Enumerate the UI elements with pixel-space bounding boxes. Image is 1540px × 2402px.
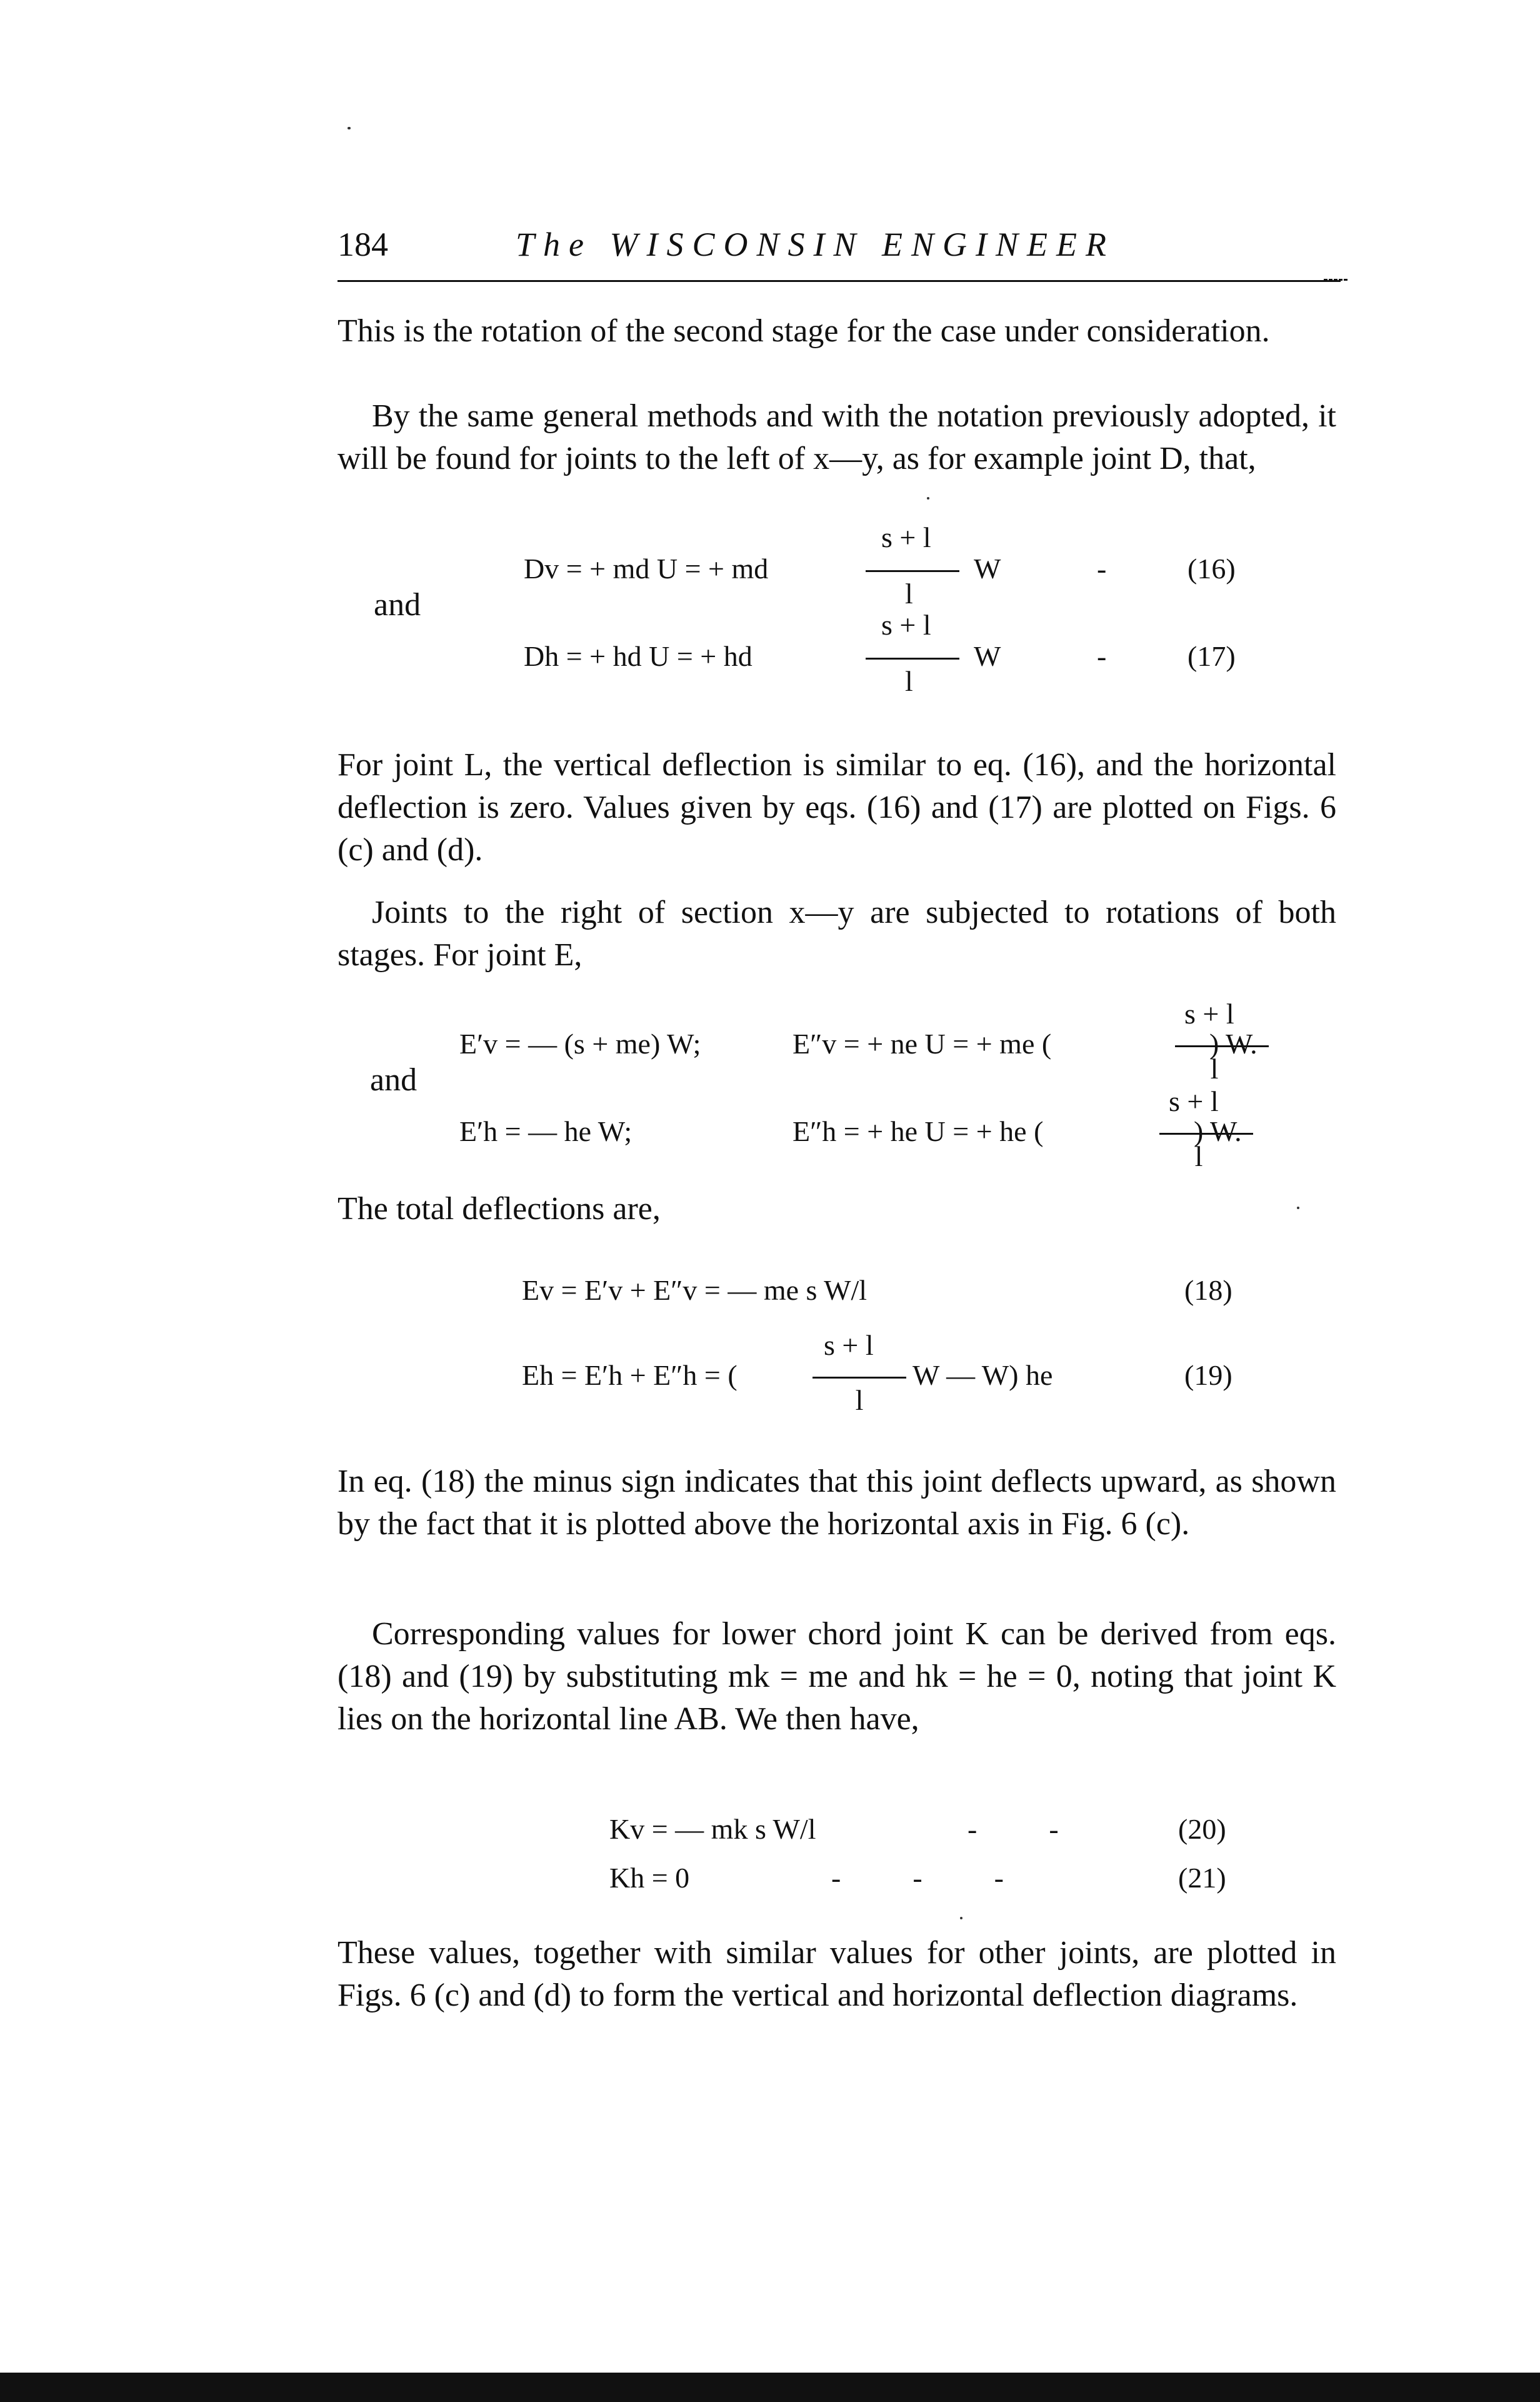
eqE1-rhs: ) W. bbox=[1209, 1028, 1258, 1060]
eq16-numerator: s + l bbox=[881, 521, 931, 553]
eq17-fraction-bar bbox=[866, 658, 959, 660]
scan-bottom-edge bbox=[0, 2373, 1540, 2402]
eq21-label: (21) bbox=[1178, 1862, 1226, 1894]
eq16-rhs: W bbox=[974, 553, 1001, 585]
and-word-2: and bbox=[370, 1062, 418, 1098]
eq20-label: (20) bbox=[1178, 1813, 1226, 1845]
eq17-lhs: Dh = + hd U = + hd bbox=[524, 640, 752, 672]
eq17-rhs: W bbox=[974, 640, 1001, 672]
eq18-expression: Ev = E′v + E″v = — me s W/l bbox=[522, 1274, 868, 1306]
eq16-fraction-bar bbox=[866, 570, 959, 572]
eq18-label: (18) bbox=[1184, 1274, 1232, 1306]
eq17-denominator: l bbox=[905, 665, 913, 697]
print-speck bbox=[348, 127, 351, 129]
eqE1-left: E′v = — (s + me) W; bbox=[459, 1028, 701, 1060]
eq17-dash: - bbox=[1097, 640, 1107, 672]
eq19-rhs: W — W) he bbox=[912, 1359, 1053, 1391]
eq20-dashes: - - bbox=[968, 1813, 1059, 1845]
eq17-numerator: s + l bbox=[881, 609, 931, 641]
eqE2-left: E′h = — he W; bbox=[459, 1115, 632, 1147]
eq20-expression: Kv = — mk s W/l bbox=[609, 1813, 816, 1845]
and-word-1: and bbox=[374, 587, 421, 623]
eqE2-numerator: s + l bbox=[1169, 1085, 1219, 1117]
print-speck bbox=[960, 1917, 962, 1919]
eqE2-middle: E″h = + he U = + he ( bbox=[792, 1115, 1044, 1147]
eqE2-rhs: ) W. bbox=[1194, 1115, 1242, 1147]
eqE1-denominator: l bbox=[1210, 1053, 1219, 1085]
eqE1-middle: E″v = + ne U = + me ( bbox=[792, 1028, 1052, 1060]
paragraph-7: Corresponding values for lower chord joint K can be derived from eqs. (18) and (19) by substituting mk = me and hk = he = 0, noting that joint K lies on the horizontal line AB. We then have, bbox=[338, 1616, 1336, 1737]
eq19-fraction-bar bbox=[812, 1377, 906, 1379]
eqE1-numerator: s + l bbox=[1184, 998, 1234, 1030]
paragraph-6: In eq. (18) the minus sign indicates that this joint deflects upward, as shown by the fact that it is plotted above the horizontal axis in Fig. 6 (c). bbox=[338, 1464, 1336, 1542]
paragraph-2: By the same general methods and with the notation previously adopted, it will be found for joints to the left of x—y, as for example joint D, that, bbox=[338, 398, 1336, 476]
eqE2-denominator: l bbox=[1194, 1140, 1203, 1172]
eq17-label: (17) bbox=[1188, 640, 1236, 672]
paragraph-5: The total deflections are, bbox=[338, 1191, 661, 1227]
header-rule-tail bbox=[1324, 279, 1348, 281]
eq21-dashes: - - - bbox=[831, 1862, 1004, 1894]
eq19-numerator: s + l bbox=[824, 1329, 874, 1361]
paragraph-1: This is the rotation of the second stage for the case under consideration. bbox=[338, 313, 1270, 349]
paragraph-8: These values, together with similar values for other joints, are plotted in Figs. 6 (c) and (d) to form the vertical and horizontal deflection diagrams. bbox=[338, 1935, 1336, 2013]
eq19-label: (19) bbox=[1184, 1359, 1232, 1391]
paragraph-4: Joints to the right of section x—y are subjected to rotations of both stages. For joint E, bbox=[338, 895, 1336, 973]
running-title: The WISCONSIN ENGINEER bbox=[516, 226, 1115, 263]
paragraph-3: For joint L, the vertical deflection is similar to eq. (16), and the horizontal deflection is zero. Values given by eqs. (16) and (17) are plotted on Figs. 6 (c) and (d). bbox=[338, 747, 1336, 868]
eq19-denominator: l bbox=[855, 1384, 864, 1416]
eq16-label: (16) bbox=[1188, 553, 1236, 585]
page-header bbox=[338, 219, 1338, 275]
header-rule bbox=[338, 280, 1341, 282]
eq16-lhs: Dv = + md U = + md bbox=[524, 553, 769, 585]
eq21-expression: Kh = 0 bbox=[609, 1862, 690, 1894]
page-number: 184 bbox=[338, 226, 388, 263]
eq16-denominator: l bbox=[905, 578, 913, 610]
print-speck bbox=[927, 497, 929, 500]
eq16-dash: - bbox=[1097, 553, 1107, 585]
eq19-lhs: Eh = E′h + E″h = ( bbox=[522, 1359, 738, 1391]
